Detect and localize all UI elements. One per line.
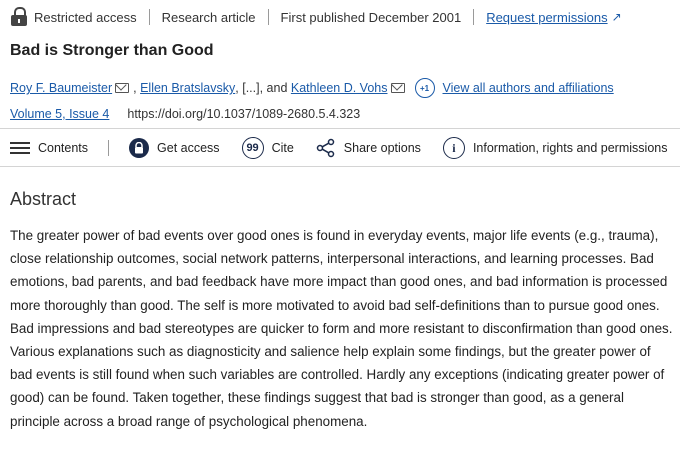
issue-line [10,104,360,124]
divider [0,128,680,129]
author-link[interactable]: Kathleen D. Vohs [290,81,388,95]
divider [473,9,474,25]
request-permissions-link[interactable]: Request permissions [486,9,608,25]
authors-ellipsis[interactable]: [...] [242,81,260,95]
article-type: Research article [161,9,256,25]
doi-text[interactable]: https://doi.org/10.1037/1089-2680.5.4.323 [127,107,361,121]
lock-icon [129,138,149,158]
contents-label: Contents [38,141,89,155]
info-icon: i [443,137,465,159]
external-link-icon[interactable]: ↗ [611,10,622,24]
cite-label: Cite [271,141,294,155]
get-access-label: Get access [157,141,220,155]
quote-icon: 99 [242,137,264,159]
information-label: Information, rights and permissions [472,141,668,155]
more-authors-badge[interactable]: +1 [415,78,435,98]
cite-button[interactable] [242,137,294,159]
menu-icon [10,139,30,157]
get-access-button[interactable] [129,138,220,158]
share-icon [316,138,336,158]
access-status: Restricted access [34,9,137,25]
view-all-authors-link[interactable]: View all authors and affiliations [442,81,614,95]
volume-issue-link[interactable]: Volume 5, Issue 4 [10,107,110,121]
share-label: Share options [343,141,421,155]
authors-line: Roy F. Baumeister , Ellen Bratslavsky , [...] , and Kathleen D. Vohs +1 View all authors and affiliations [10,77,614,99]
authors-and: , and [259,81,288,95]
article-title: Bad is Stronger than Good [10,42,214,59]
email-icon[interactable] [391,83,405,93]
abstract-heading: Abstract [10,189,77,209]
divider [149,9,150,25]
abstract-text: The greater power of bad events over good ones is found in everyday events, major life events (e.g., trauma), close relationship outcomes, social network patterns, interpersonal interactions, and learning processes. Bad emotions, bad parents, and bad feedback have more impact than good ones, and bad information is processed more thoroughly than good. The self is more motivated to avoid bad self-definitions than to pursue good ones. Bad impressions and bad stereotypes are quicker to form and more resistant to disconfirmation than good ones. Various explanations such as diagnosticity and salience help explain some findings, but the greater power of bad events is still found when such variables are controlled. Hardly any exceptions (indicating greater power of good) can be found. Taken together, these findings suggest that bad is stronger than good, as a general principle across a broad range of psychological phenomena. [10,228,673,429]
publish-date: First published December 2001 [280,9,462,25]
email-icon[interactable] [115,83,129,93]
divider [108,140,109,156]
article-meta-bar [10,7,622,27]
lock-icon [10,7,28,27]
information-button[interactable] [443,137,668,159]
divider [268,9,269,25]
article-toolbar [10,134,667,162]
divider [0,166,680,167]
share-options-button[interactable] [316,138,421,158]
contents-button[interactable] [10,139,88,157]
author-link[interactable]: Roy F. Baumeister [10,81,113,95]
author-link[interactable]: Ellen Bratslavsky [140,81,236,95]
